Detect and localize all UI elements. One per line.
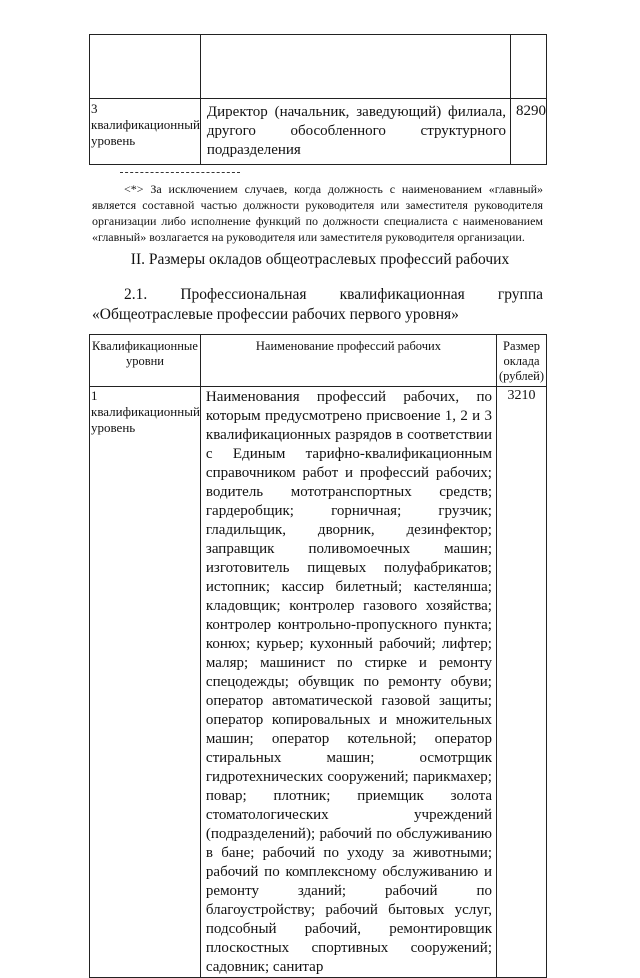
qualification-level: 3 квалификационный уровень: [90, 99, 201, 165]
profession-list: Наименования профессий рабочих, по которым предусмотрено присвоение 1, 2 и 3 квалификационных разрядов в соответствии с Единым тарифно-квалификационным справочником работ и профессий рабочих; водитель мототранспортных средств; гардеробщик; горничная; грузчик; гладильщик, дворник, дезинфектор; заправщик поливомоечных машин; изготовитель пищевых полуфабрикатов; истопник; кассир билетный; кастелянша; кладовщик; контролер газового хозяйства; контролер контрольно-пропускного пункта; конюх; курьер; кухонный рабочий; лифтер; маляр; машинист по стирке и ремонту спецодежды; обувщик по ремонту обуви; оператор автоматической газовой защиты; оператор копировальных и множительных машин; оператор котельной; оператор стиральных машин; осмотрщик гидротехнических сооружений; парикмахер; повар; плотник; приемщик золота стоматологических учреждений (подразделений); рабочий по обслуживанию в бане; рабочий по уходу за животными; рабочий по комплексному обслуживанию и ремонту зданий; рабочий по благоустройству; рабочий бытовых услуг, подсобный рабочий, ремонтировщик плоскостных спортивных сооружений; садовник; санитар: [200, 387, 496, 978]
qualification-level: 1 квалификационный уровень: [90, 387, 201, 978]
positions-table-continued: [89, 34, 547, 165]
table-row: [90, 387, 547, 978]
table-cell: [511, 35, 547, 99]
table-row: [90, 35, 547, 99]
table-cell: [90, 35, 201, 99]
table-row: [90, 99, 547, 165]
footnote: <*> За исключением случаев, когда должность с наименованием «главный» является составной частью должности руководителя или заместителя руководителя организации либо исполнение функций по должности специалиста с наименованием «главный» возлагается на руководителя или заместителя руководителя организации.: [92, 182, 543, 244]
table-header-row: [90, 335, 547, 387]
header-qualification-levels: Квалификационные уровни: [90, 335, 201, 387]
table-cell: [200, 35, 510, 99]
header-salary-size: Размер оклада (рублей): [496, 335, 546, 387]
salary-value: 3210: [496, 387, 546, 978]
worker-professions-table: [89, 334, 547, 978]
position-title: Директор (начальник, заведующий) филиала, другого обособленного структурного подразделения: [200, 99, 510, 165]
group-title: 2.1. Профессиональная квалификационная группа «Общеотраслевые профессии рабочих первого уровня»: [92, 286, 543, 323]
salary-value: 8290: [511, 99, 547, 165]
footnote-divider: [120, 172, 240, 173]
header-profession-names: Наименование профессий рабочих: [200, 335, 496, 387]
section-heading: II. Размеры окладов общеотраслевых профессий рабочих: [130, 251, 510, 268]
